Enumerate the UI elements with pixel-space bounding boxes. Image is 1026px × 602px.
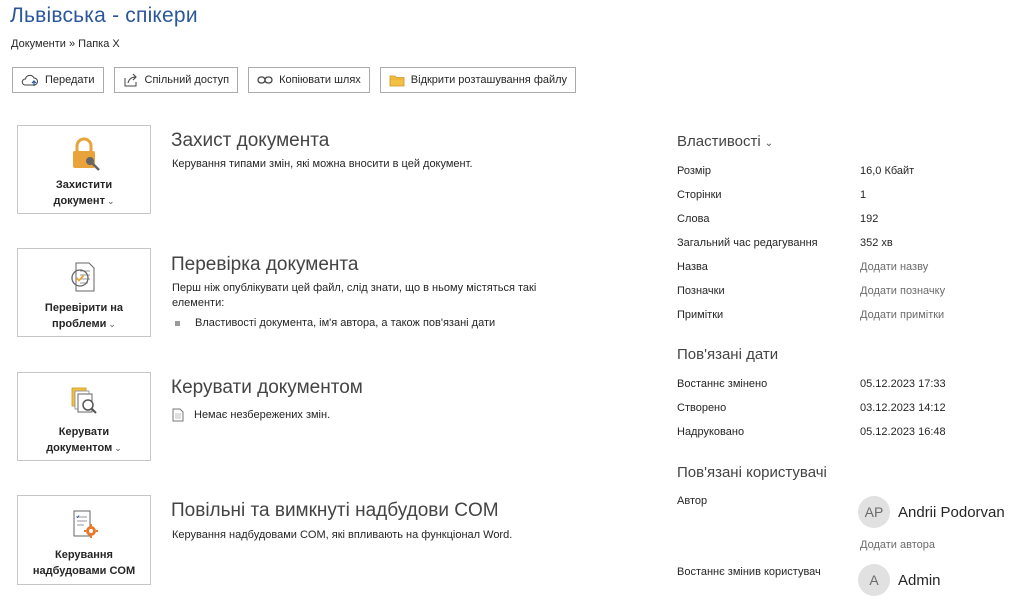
date-label: Надруковано: [677, 426, 745, 438]
protect-document-label: Захистити документ ⌄: [53, 179, 115, 207]
link-icon: [257, 75, 273, 85]
property-label: Слова: [677, 213, 710, 225]
property-value: 16,0 Кбайт: [860, 165, 915, 177]
manage-section-title: Керувати документом: [171, 377, 363, 398]
inspect-section-title: Перевірка документа: [171, 254, 359, 275]
copy-path-label: Копіювати шлях: [279, 74, 361, 86]
date-value: 05.12.2023 17:33: [860, 378, 946, 390]
property-label: Сторінки: [677, 189, 722, 201]
lock-key-icon: [66, 136, 102, 172]
protect-section-title: Захист документа: [171, 130, 330, 151]
last-modified-by-entry[interactable]: [858, 564, 941, 596]
avatar: AP: [858, 496, 890, 528]
protect-section-description: Керування типами змін, які можна вносити в цей документ.: [172, 158, 473, 170]
check-for-issues-button[interactable]: [17, 248, 151, 337]
document-check-icon: [66, 259, 102, 295]
share-label: Спільний доступ: [144, 74, 230, 86]
manage-com-addins-button[interactable]: [17, 495, 151, 585]
chevron-down-icon: ⌄: [114, 443, 122, 453]
property-label: Примітки: [677, 309, 724, 321]
chevron-down-icon: ⌄: [764, 138, 774, 149]
property-label: Назва: [677, 261, 708, 273]
inspect-section-description: Перш ніж опублікувати цей файл, слід знати, що в ньому містяться такі елементи:: [172, 282, 537, 309]
date-label: Востаннє змінено: [677, 378, 768, 390]
author-entry[interactable]: [858, 496, 1005, 528]
add-comments-field[interactable]: Додати примітки: [860, 309, 945, 321]
last-modified-by-label: Востаннє змінив користувач: [677, 566, 821, 578]
last-modified-by-name: Admin: [898, 571, 941, 589]
properties-heading[interactable]: Властивості ⌄: [677, 133, 774, 150]
protect-document-button[interactable]: [17, 125, 151, 214]
avatar: A: [858, 564, 890, 596]
related-dates-heading: Пов'язані дати: [677, 346, 779, 363]
addin-settings-icon: [66, 506, 102, 542]
add-title-field[interactable]: Додати назву: [860, 261, 929, 273]
check-for-issues-label: Перевірити на проблеми ⌄: [44, 302, 124, 330]
upload-label: Передати: [45, 74, 95, 86]
add-author-link[interactable]: Додати автора: [860, 539, 935, 551]
share-icon: [123, 73, 139, 87]
com-section-description: Керування надбудовами COM, які впливають на функціонал Word.: [172, 529, 513, 541]
property-value: 1: [860, 189, 867, 201]
chevron-down-icon: ⌄: [108, 319, 116, 329]
document-title: Львівська - спікери: [10, 4, 198, 27]
add-tag-field[interactable]: Додати позначку: [860, 285, 946, 297]
open-file-location-label: Відкрити розташування файлу: [410, 74, 568, 86]
chevron-down-icon: ⌄: [106, 196, 115, 206]
toolbar: [12, 67, 576, 93]
property-label: Позначки: [677, 285, 725, 297]
date-label: Створено: [677, 402, 727, 414]
manage-note: Немає незбережених змін.: [172, 408, 330, 422]
author-label: Автор: [677, 495, 708, 507]
copy-path-button[interactable]: [248, 67, 370, 93]
author-name: Andrii Podorvan: [898, 503, 1005, 521]
related-people-heading: Пов'язані користувачі: [677, 464, 827, 481]
manage-com-addins-label: Керування надбудовами COM: [32, 549, 136, 577]
property-value: 192: [860, 213, 879, 225]
bullet-square-icon: [175, 321, 180, 326]
document-search-icon: [66, 383, 102, 419]
manage-document-label: Керувати документом ⌄: [46, 426, 122, 454]
upload-button[interactable]: [12, 67, 104, 93]
com-section-title: Повільні та вимкнуті надбудови COM: [171, 500, 499, 521]
document-icon: [172, 408, 184, 422]
breadcrumb: Документи » Папка X: [11, 38, 120, 50]
inspect-bullet-item: Властивості документа, ім'я автора, а також пов'язані дати: [175, 317, 495, 329]
property-value: 352 хв: [860, 237, 893, 249]
share-button[interactable]: [114, 67, 239, 93]
property-label: Загальний час редагування: [677, 237, 818, 249]
property-label: Розмір: [677, 165, 712, 177]
manage-document-button[interactable]: [17, 372, 151, 461]
date-value: 03.12.2023 14:12: [860, 402, 946, 414]
date-value: 05.12.2023 16:48: [860, 426, 946, 438]
cloud-upload-icon: [21, 73, 39, 87]
open-file-location-button[interactable]: [380, 67, 576, 93]
folder-icon: [389, 74, 405, 87]
